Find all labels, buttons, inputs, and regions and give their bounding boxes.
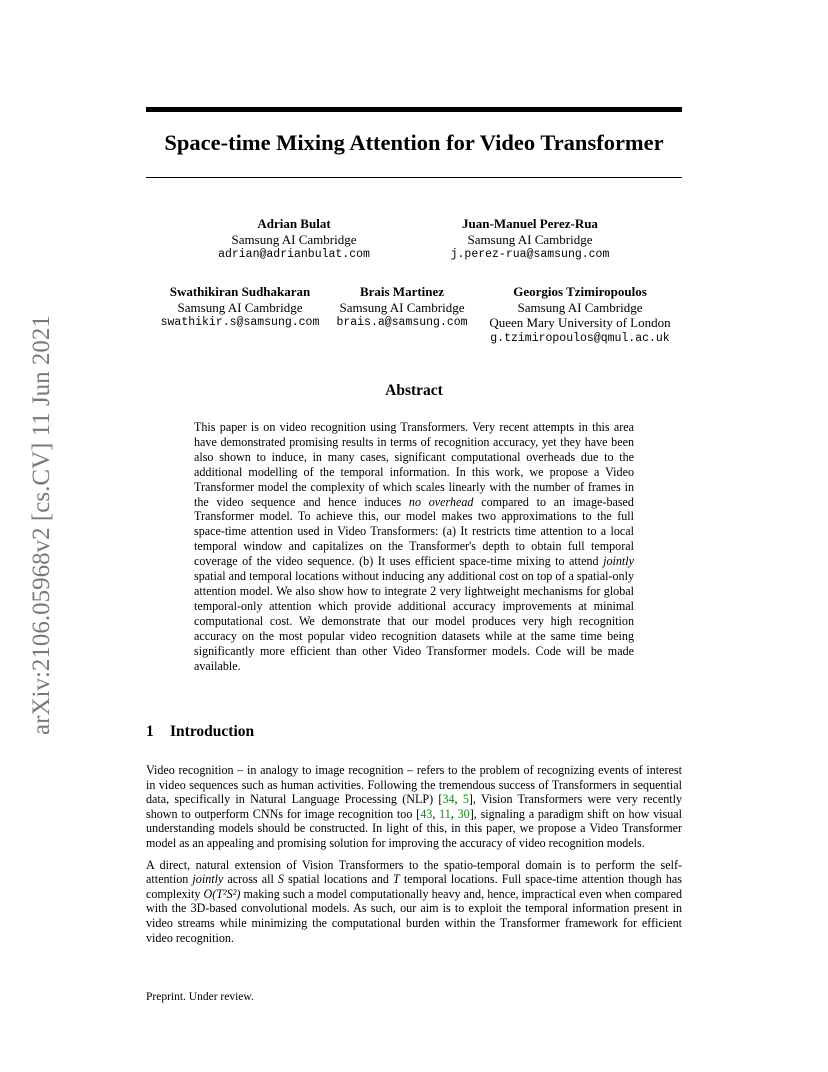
abstract-text: spatial and temporal locations without inducing any additional cost on top of a spatial-only attention model. We also show how to integrate 2 very lightweight mechanisms for global temporal-only attention which provide additional accuracy improvements at minimal computational cost. We demonstrate that our model produces very high recognition accuracy on the most popular video recognition datasets while at the same time being significantly more efficient than other Video Transformer models. Code will be made available. [194, 569, 634, 673]
intro-text: Video recognition – in analogy to image recognition – refers to the problem of recognizing events of interest in video sequences such as human activities. Following the tremendous success of Transformers in sequential data, specifically in Natural Language Processing (NLP) [ [146, 763, 682, 807]
author-block [179, 216, 409, 263]
arxiv-stamp-text: arXiv:2106.05968v2 [cs.CV] 11 Jun 2021 [28, 315, 55, 735]
introduction-body [146, 763, 682, 952]
abstract-text: This paper is on video recognition using Transformers. Very recent attempts in this area have demonstrated promising results in terms of recognition accuracy, yet they have been also shown to induce, in many cases, significant computational overheads due to the additional modelling of the temporal information. In this work, we propose a Video Transformer model the complexity of which scales linearly with the number of frames in the video sequence and hence induces [194, 420, 634, 509]
abstract-text: compared to an image-based Transformer model. To achieve this, our model makes two approximations to the full space-time attention used in Video Transformers: (a) It restricts time attention to a local temporal window and capitalizes on the Transformer's depth to obtain full temporal coverage of the video sequence. (b) It uses efficient space-time mixing to attend [194, 494, 634, 569]
citation-link[interactable]: 43 [420, 806, 433, 821]
abstract-heading: Abstract [385, 382, 443, 399]
abstract-emphasis: jointly [603, 554, 634, 569]
author-email: brais.a@samsung.com [336, 316, 468, 329]
author-email: swathikir.s@samsung.com [160, 316, 320, 329]
author-affiliation: Samsung AI Cambridge [339, 299, 465, 315]
author-block [415, 216, 645, 263]
paper-title: Space-time Mixing Attention for Video Transformer [164, 130, 664, 155]
author-affiliation: Samsung AI Cambridge [517, 299, 643, 315]
arxiv-stamp [22, 290, 62, 760]
intro-paragraph: Video recognition – in analogy to image recognition – refers to the problem of recognizing events of interest in video sequences such as human activities. Following the tremendous success of Transformers in sequential data, specifically in Natural Language Processing (NLP) [34, 5], Vision Transformers were very recently shown to outperform CNNs for image recognition too [43, 11, 30], signaling a paradigm shift on how visual understanding models should be constructed. In light of this, in this paper, we propose a Video Transformer model as an appealing and promising solution for improving the accuracy of video recognition models. [146, 763, 683, 850]
abstract-paragraph [194, 420, 634, 673]
abstract-body [194, 420, 634, 673]
author-block [465, 284, 695, 346]
title-bottom-rule [146, 177, 682, 178]
citation-link[interactable]: 5 [462, 792, 469, 807]
intro-text: spatial locations and [283, 872, 394, 887]
section-title: Introduction [170, 723, 255, 740]
title-top-rule [146, 107, 682, 112]
math-symbol: S [277, 872, 284, 887]
intro-text: A direct, natural extension of Vision Transformers to the spatio-temporal domain is to perform the self-attention [146, 857, 682, 887]
section-number: 1 [146, 723, 154, 740]
author-affiliation-secondary: Queen Mary University of London [489, 315, 671, 330]
citation-link[interactable]: 34 [442, 792, 455, 807]
intro-text: making such a model computationally heavy and, hence, impractical even when compared with the 3D-based convolutional models. As such, our aim is to exploit the temporal information present in video streams while minimizing the computational burden within the Transformer framework for efficient video recognition. [146, 886, 683, 945]
author-name: Juan-Manuel Perez-Rua [462, 216, 598, 231]
abstract-emphasis: no overhead [408, 494, 474, 509]
intro-text: temporal locations. Full space-time attention though has complexity [146, 872, 682, 901]
author-email: j.perez-rua@samsung.com [450, 248, 610, 261]
author-name: Brais Martinez [359, 284, 445, 299]
author-email: g.tzimiropoulos@qmul.ac.uk [490, 331, 670, 345]
footer-note: Preprint. Under review. [146, 991, 254, 1003]
author-name: Swathikiran Sudhakaran [169, 284, 311, 299]
intro-text: ], Vision Transformers were very recently shown to outperform CNNs for image recognition too [ [146, 792, 683, 821]
intro-text: ], signaling a paradigm shift on how visual understanding models should be constructed. In light of this, in this paper, we propose a Video Transformer model as an appealing and promising solution for improving the accuracy of video recognition models. [146, 806, 683, 850]
author-email: adrian@adrianbulat.com [218, 248, 370, 261]
section-heading [146, 723, 254, 741]
author-affiliation: Samsung AI Cambridge [177, 299, 303, 315]
citation-link[interactable]: 30 [457, 806, 470, 821]
intro-emphasis: jointly [192, 872, 224, 887]
author-name: Georgios Tzimiropoulos [513, 284, 647, 299]
author-name: Adrian Bulat [257, 216, 331, 231]
intro-paragraph [146, 858, 682, 946]
math-expression: O(T²S²) [203, 886, 241, 901]
math-symbol: T [393, 872, 400, 887]
intro-text: across all [223, 872, 278, 887]
author-affiliation: Samsung AI Cambridge [231, 231, 357, 247]
citation-link[interactable]: 11 [439, 806, 451, 821]
author-affiliation: Samsung AI Cambridge [467, 231, 593, 247]
